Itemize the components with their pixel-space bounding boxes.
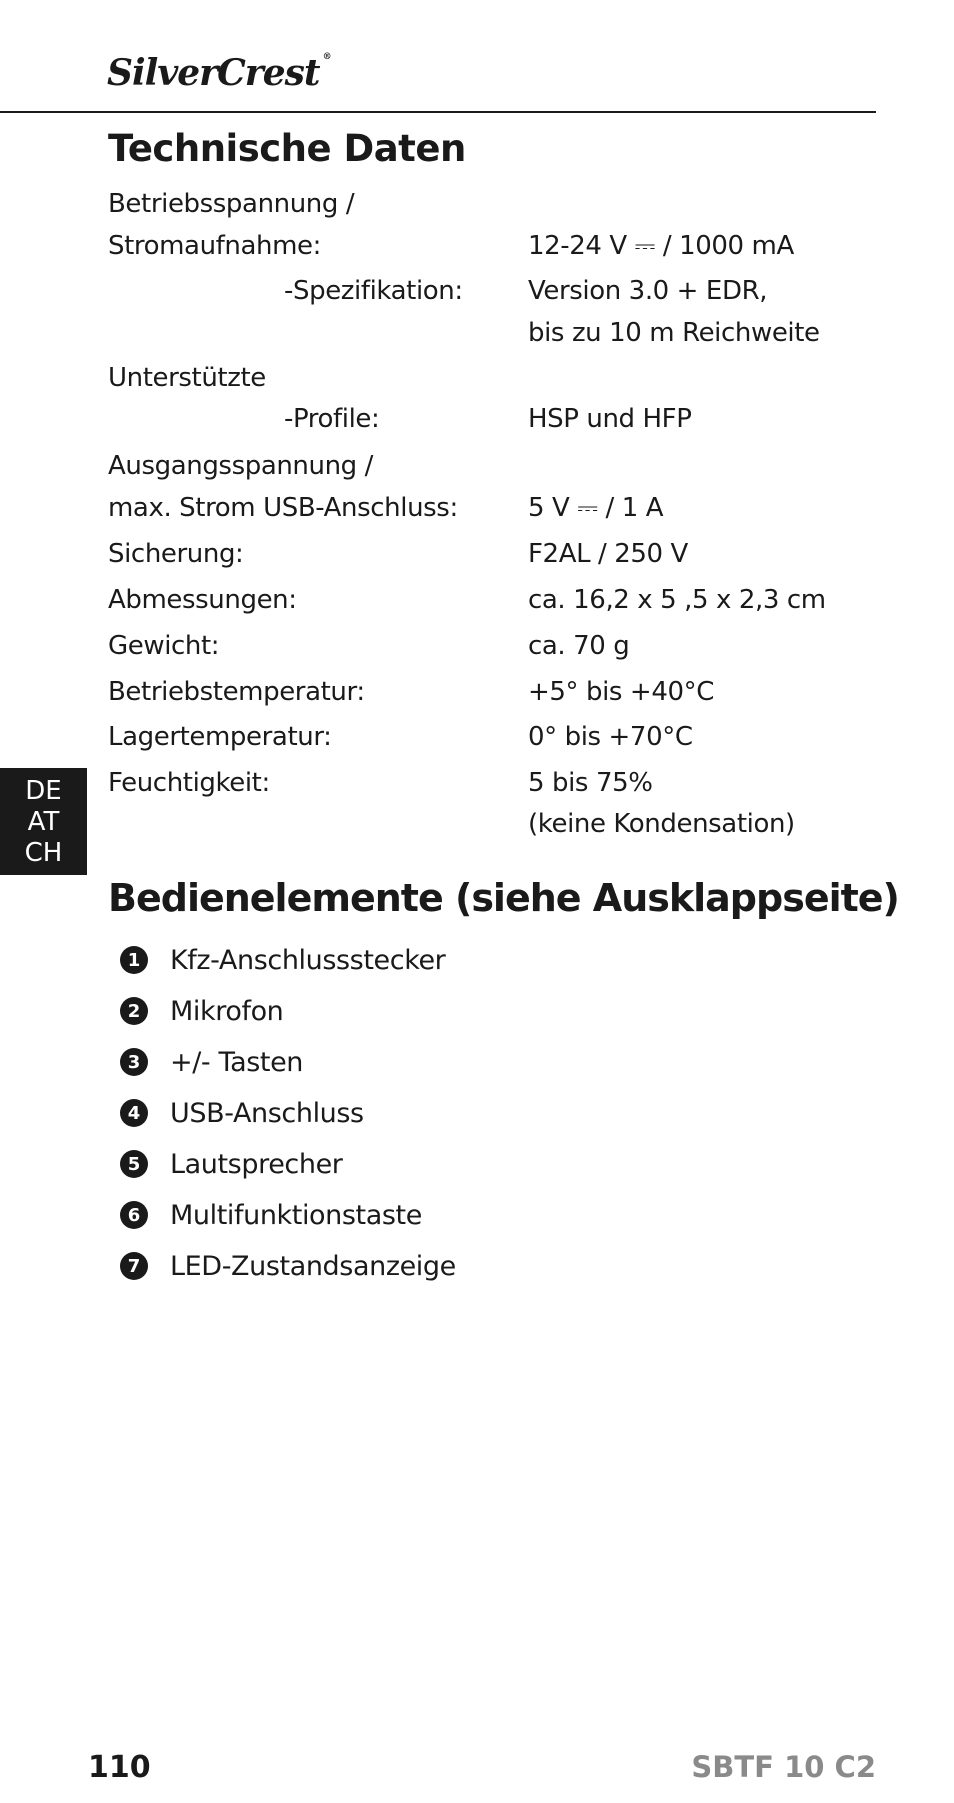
spec-label: Gewicht: — [108, 631, 220, 661]
spec-label: Lagertemperatur: — [108, 722, 332, 752]
list-item-label: Lautsprecher — [170, 1148, 343, 1180]
spec-label: Betriebsspannung / — [108, 189, 355, 219]
spec-value: 5 V ⎓ / 1 A — [528, 493, 664, 523]
spec-value: 0° bis +70°C — [528, 722, 693, 752]
number-badge: 4 — [120, 1099, 148, 1127]
list-item-label: Multifunktionstaste — [170, 1199, 422, 1231]
spec-value: HSP und HFP — [528, 404, 692, 434]
list-item — [120, 1198, 422, 1232]
spec-value: F2AL / 250 V — [528, 539, 688, 569]
list-item — [120, 1045, 303, 1079]
list-item — [120, 994, 283, 1028]
spec-label: Abmessungen: — [108, 585, 297, 615]
spec-label: Ausgangsspannung / — [108, 451, 374, 481]
spec-value: ca. 16,2 x 5 ,5 x 2,3 cm — [528, 585, 826, 615]
brand-logo — [107, 52, 331, 94]
spec-label: Sicherung: — [108, 539, 244, 569]
list-item — [120, 1147, 342, 1181]
page-number: 110 — [88, 1750, 151, 1785]
spec-value: bis zu 10 m Reichweite — [528, 318, 820, 348]
list-item — [120, 1096, 364, 1130]
list-item-label: Kfz-Anschlussstecker — [170, 944, 446, 976]
spec-value: 5 bis 75% — [528, 768, 653, 798]
list-item-label: LED-Zustandsanzeige — [170, 1250, 456, 1282]
language-code: AT — [27, 807, 60, 837]
spec-value: 12-24 V ⎓ / 1000 mA — [528, 231, 794, 261]
spec-label: max. Strom USB-Anschluss: — [108, 493, 458, 523]
list-item-label: Mikrofon — [170, 995, 284, 1027]
header-rule — [0, 111, 876, 113]
spec-value: ca. 70 g — [528, 631, 630, 661]
spec-label: Unterstützte — [108, 363, 266, 393]
model-number: SBTF 10 C2 — [691, 1750, 876, 1784]
spec-label: -Spezifikation: — [284, 276, 463, 306]
list-item-label: USB-Anschluss — [170, 1097, 364, 1129]
brand-name: SilverCrest — [107, 52, 320, 94]
language-tab — [0, 768, 87, 875]
number-badge: 7 — [120, 1252, 148, 1280]
list-item — [120, 943, 445, 977]
section-title-controls: Bedienelemente (siehe Ausklappseite) — [108, 876, 899, 920]
spec-label: -Profile: — [284, 404, 380, 434]
number-badge: 3 — [120, 1048, 148, 1076]
number-badge: 5 — [120, 1150, 148, 1178]
spec-value: +5° bis +40°C — [528, 677, 714, 707]
spec-label: Feuchtigkeit: — [108, 768, 270, 798]
number-badge: 6 — [120, 1201, 148, 1229]
spec-label: Betriebstemperatur: — [108, 677, 365, 707]
spec-value: Version 3.0 + EDR, — [528, 276, 768, 306]
spec-label: Stromaufnahme: — [108, 231, 321, 261]
section-title-technical-data: Technische Daten — [108, 127, 466, 170]
list-item-label: +/- Tasten — [170, 1046, 303, 1078]
number-badge: 1 — [120, 946, 148, 974]
registered-mark: ® — [322, 52, 331, 62]
language-code: CH — [24, 838, 63, 868]
language-code: DE — [25, 776, 62, 806]
list-item — [120, 1249, 456, 1283]
number-badge: 2 — [120, 997, 148, 1025]
spec-value: (keine Kondensation) — [528, 809, 795, 839]
